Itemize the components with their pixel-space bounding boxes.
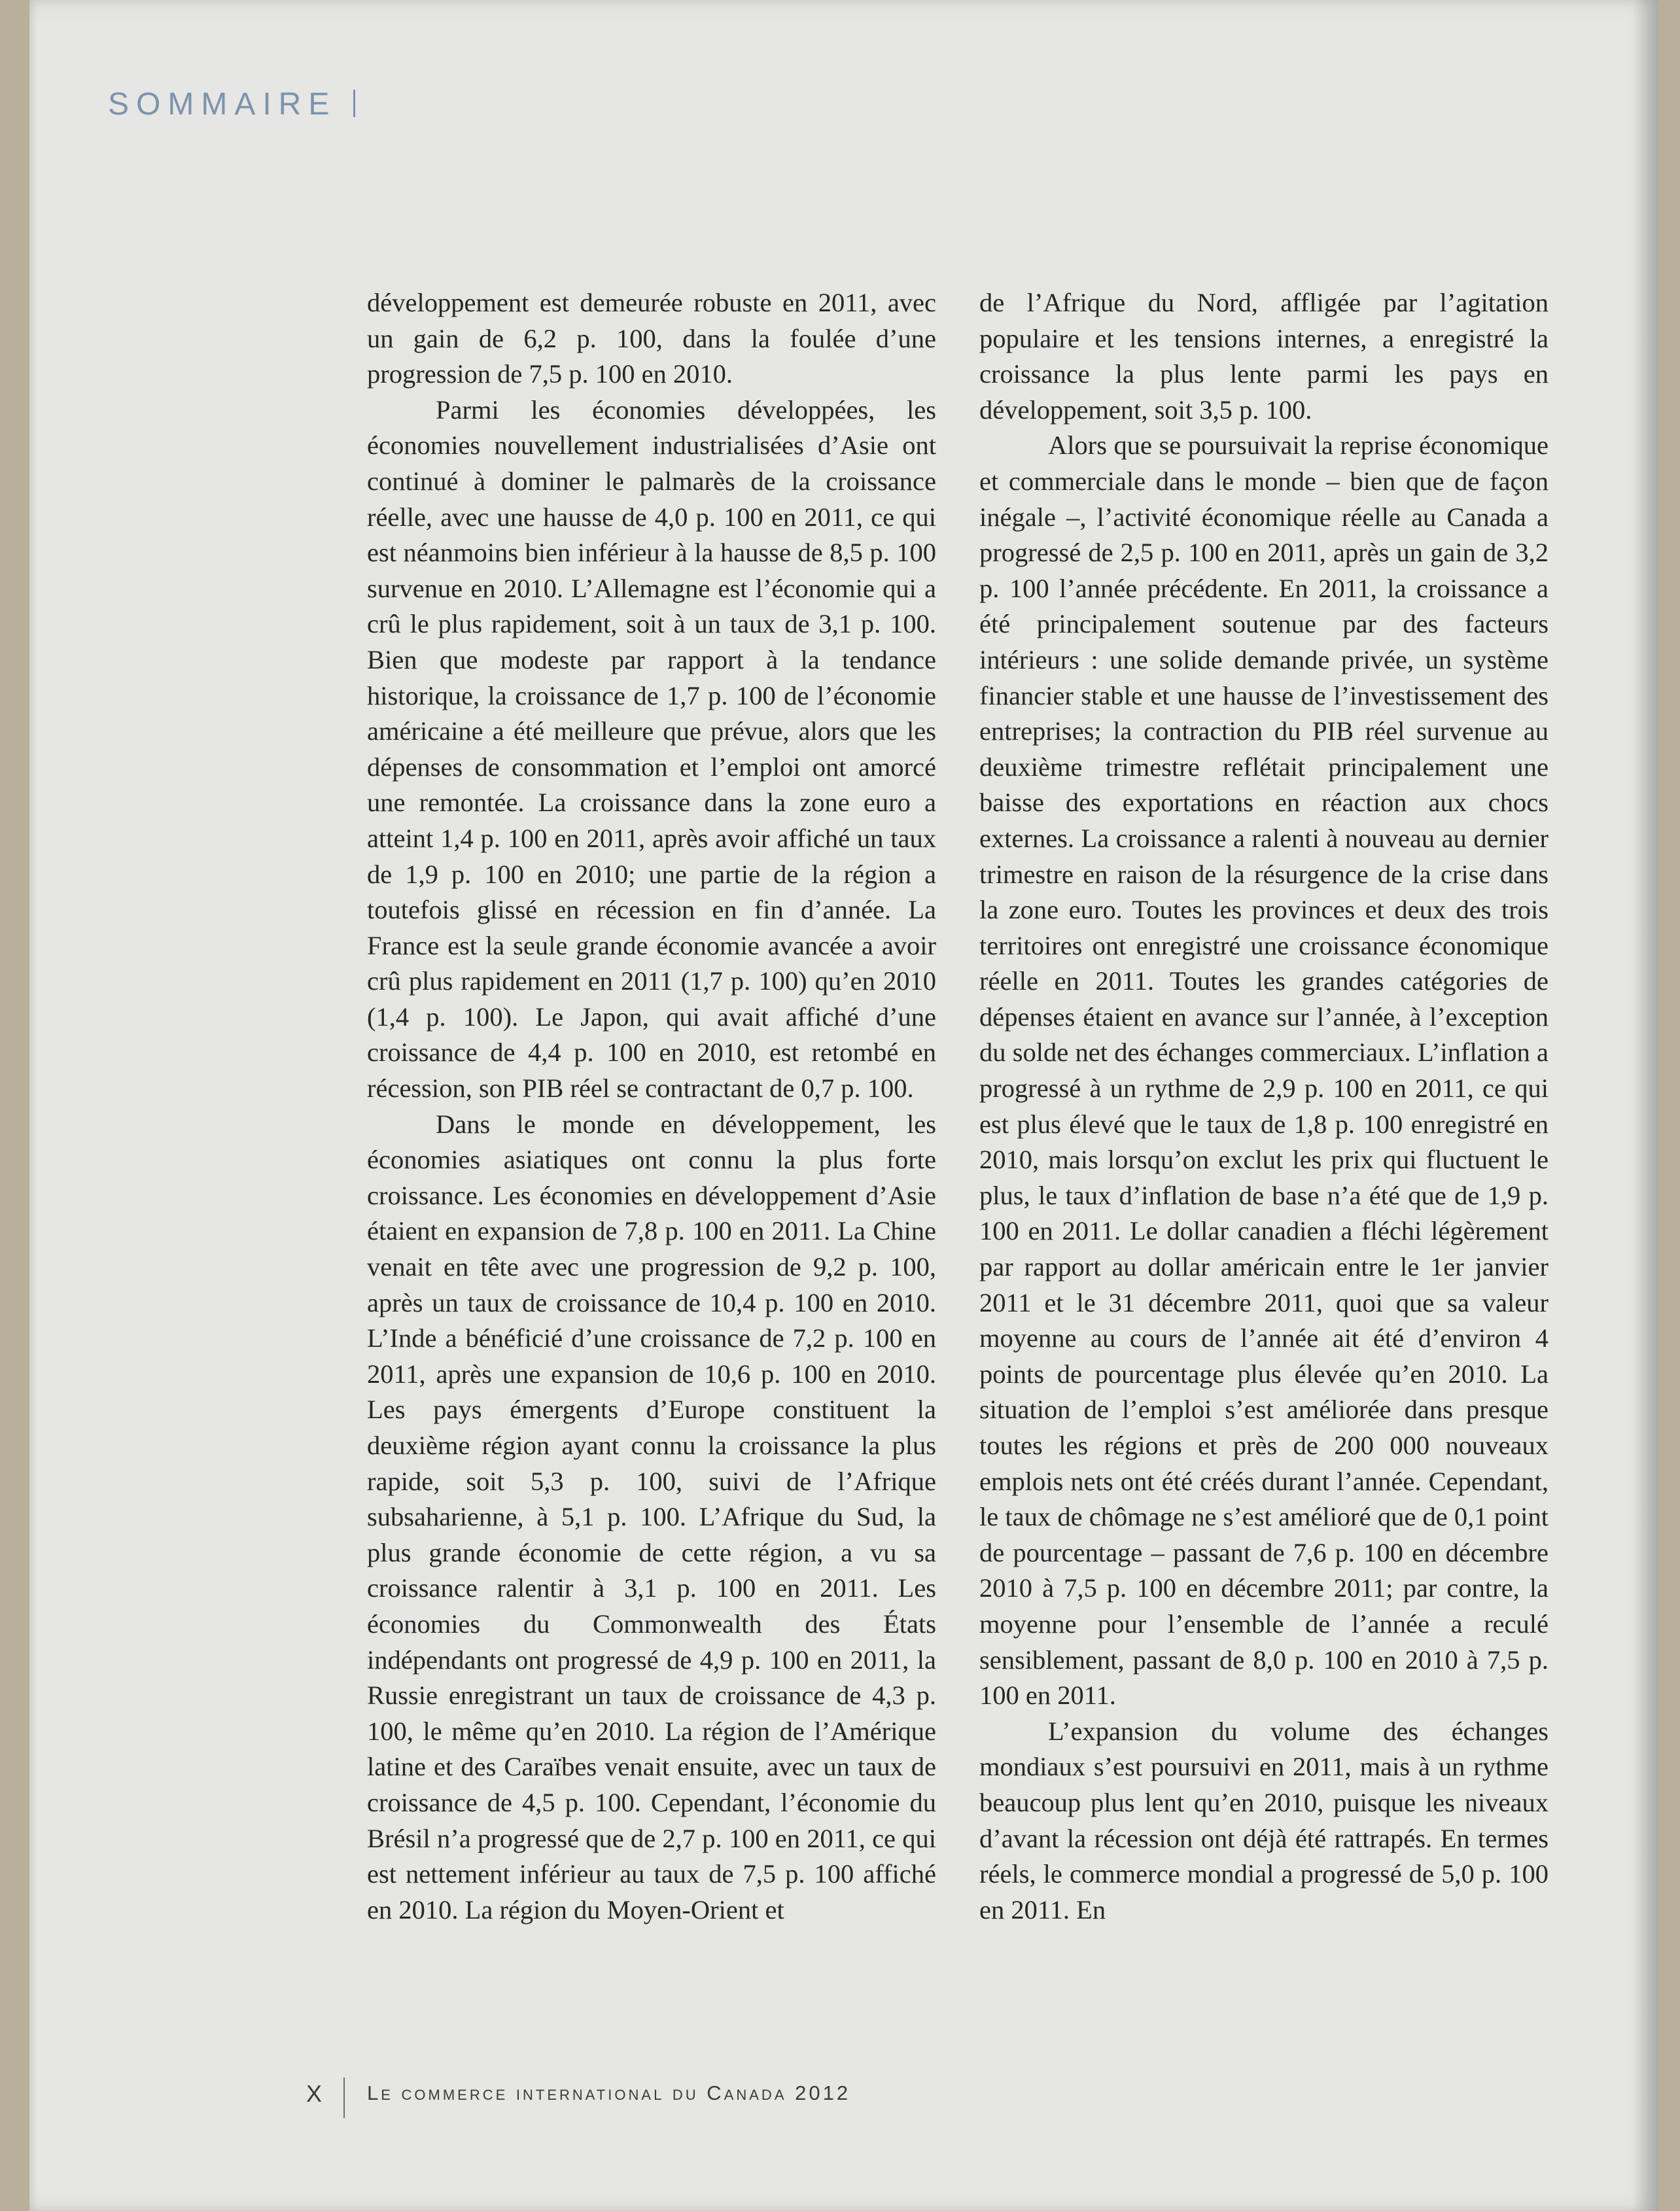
section-header-divider — [353, 90, 355, 117]
section-title: SOMMAIRE — [108, 87, 337, 122]
paragraph: Alors que se poursuivait la reprise économique et commerciale dans le monde – bien que de façon inégale –, l’activité économique réelle au Canada a progressé de 2,5 p. 100 en 2011, après un gain de 3,2 p. 100 l’année précédente. En 2011, la croissance a été principalement soutenue par des facteurs intérieurs : une solide demande privée, un système financier stable et une hausse de l’investissement des entreprises; la contraction du PIB réel survenue au deuxième trimestre reflétait principalement une baisse des exportations en réaction aux chocs externes. La croissance a ralenti à nouveau au dernier trimestre en raison de la résurgence de la crise dans la zone euro. Toutes les provinces et deux des trois territoires ont enregistré une croissance économique réelle en 2011. Toutes les grandes catégories de dépenses étaient en avance sur l’année, à l’exception du solde net des échanges commerciaux. L’inflation a progressé à un rythme de 2,9 p. 100 en 2011, ce qui est plus élevé que le taux de 1,8 p. 100 enregistré en 2010, mais lorsqu’on exclut les prix qui fluctuent le plus, le taux d’inflation de base n’a été que de 1,9 p. 100 en 2011. Le dollar canadien a fléchi légèrement par rapport au dollar américain entre le 1er janvier 2011 et le 31 décembre 2011, quoi que sa valeur moyenne au cours de l’année ait été d’environ 4 points de pourcentage plus élevée qu’en 2010. La situation de l’emploi s’est améliorée dans presque toutes les régions et près de 200 000 nouveaux emplois nets ont été créés durant l’année. Cependant, le taux de chômage ne s’est amélioré que de 0,1 point de pourcentage – passant de 7,6 p. 100 en décembre 2010 à 7,5 p. 100 en décembre 2011; par contre, la moyenne pour l’ensemble de l’année a reculé sensiblement, passant de 8,0 p. 100 en 2010 à 7,5 p. 100 en 2011. — [979, 430, 1549, 1711]
footer-divider — [343, 2078, 345, 2118]
page-number: X — [306, 2080, 323, 2107]
text-column-left — [367, 285, 936, 1928]
section-header — [108, 86, 355, 122]
page-edge-shadow — [1632, 0, 1658, 2211]
page-footer — [29, 2078, 1658, 2123]
text-column-right — [979, 285, 1549, 1928]
document-page — [29, 0, 1658, 2211]
paragraph: Parmi les économies développées, les économies nouvellement industrialisées d’Asie ont continué à dominer le palmarès de la croissance réelle, avec une hausse de 4,0 p. 100 en 2011, ce qui est néanmoins bien inférieur à la hausse de 8,5 p. 100 survenue en 2010. L’Allemagne est l’économie qui a crû le plus rapidement, soit à un taux de 3,1 p. 100. Bien que modeste par rapport à la tendance historique, la croissance de 1,7 p. 100 de l’économie américaine a été meilleure que prévue, alors que les dépenses de consommation et l’emploi ont amorcé une remontée. La croissance dans la zone euro a atteint 1,4 p. 100 en 2011, après avoir affiché un taux de 1,9 p. 100 en 2010; une partie de la région a toutefois glissé en récession en fin d’année. La France est la seule grande économie avancée a avoir crû plus rapidement en 2011 (1,7 p. 100) qu’en 2010 (1,4 p. 100). Le Japon, qui avait affiché d’une croissance de 4,4 p. 100 en 2010, est retombé en récession, son PIB réel se contractant de 0,7 p. 100. — [367, 394, 936, 1104]
paragraph: Dans le monde en développement, les économies asiatiques ont connu la plus forte croissance. Les économies en développement d’Asie étaient en expansion de 7,8 p. 100 en 2011. La Chine venait en tête avec une progression de 9,2 p. 100, après un taux de croissance de 10,4 p. 100 en 2010. L’Inde a bénéficié d’une croissance de 7,2 p. 100 en 2011, après une expansion de 10,6 p. 100 en 2010. Les pays émergents d’Europe constituent la deuxième région ayant connu la croissance la plus rapide, soit 5,3 p. 100, suivi de l’Afrique subsaharienne, à 5,1 p. 100. L’Afrique du Sud, la plus grande économie de cette région, a vu sa croissance ralentir à 3,1 p. 100 en 2011. Les économies du Commonwealth des États indépendants ont progressé de 4,9 p. 100 en 2011, la Russie enregistrant un taux de croissance de 4,3 p. 100, le même qu’en 2010. La région de l’Amérique latine et des Caraïbes venait ensuite, avec un taux de croissance de 4,5 p. 100. Cependant, l’économie du Brésil n’a progressé que de 2,7 p. 100 en 2011, ce qui est nettement inférieur au taux de 7,5 p. 100 affiché en 2010. La région du Moyen-Orient et — [367, 1109, 936, 1924]
running-title: Le commerce international du Canada 2012 — [367, 2081, 851, 2104]
paragraph: L’expansion du volume des échanges mondiaux s’est poursuivi en 2011, mais à un rythme beaucoup plus lent qu’en 2010, puisque les niveaux d’avant la récession ont déjà été rattrapés. En termes réels, le commerce mondial a progressé de 5,0 p. 100 en 2011. En — [979, 1716, 1549, 1924]
paragraph: de l’Afrique du Nord, affligée par l’agitation populaire et les tensions internes, a enregistré la croissance la plus lente parmi les pays en développement, soit 3,5 p. 100. — [979, 288, 1549, 425]
paragraph: développement est demeurée robuste en 2011, avec un gain de 6,2 p. 100, dans la foulée d’une progression de 7,5 p. 100 en 2010. — [367, 288, 936, 389]
